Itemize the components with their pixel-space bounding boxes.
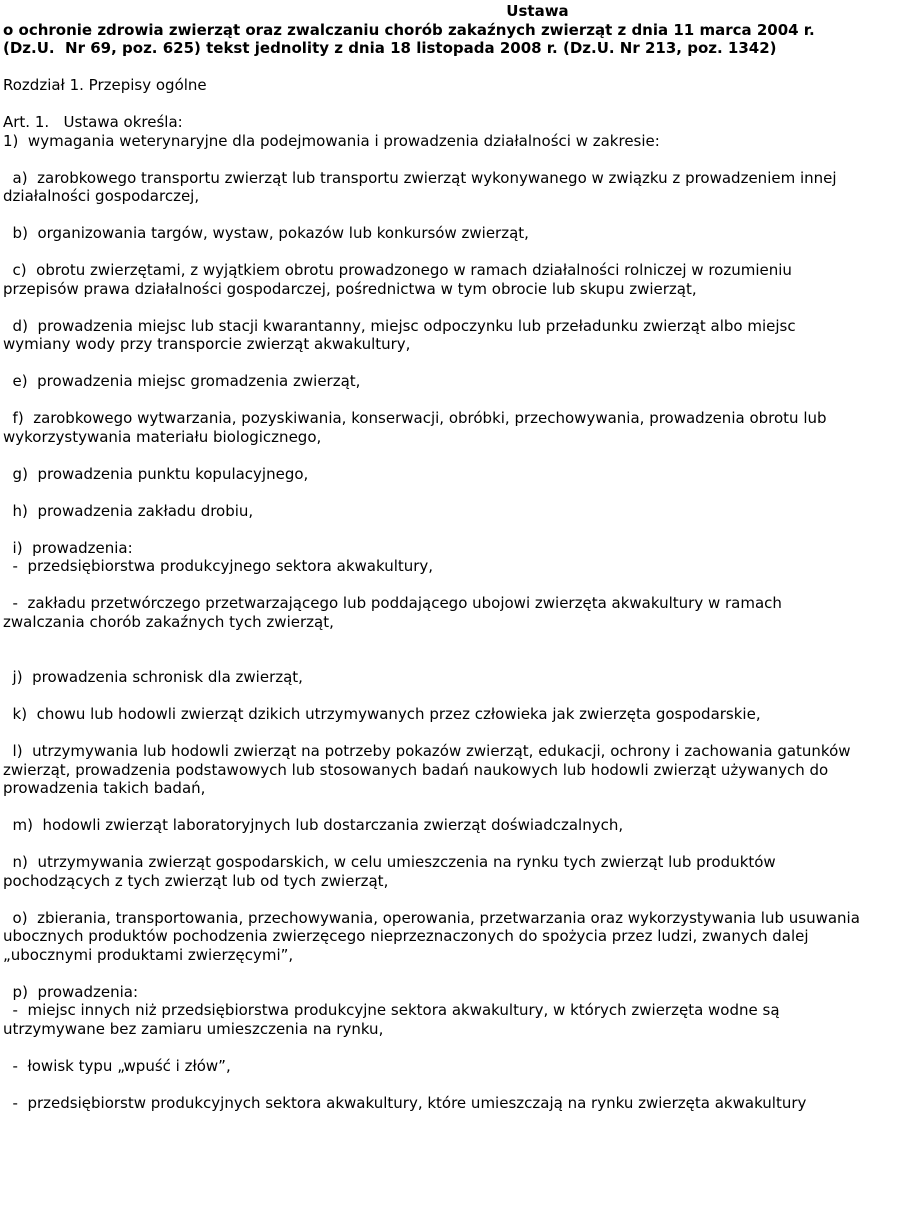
item-j-line-1: j) prowadzenia schronisk dla zwierząt, — [3, 668, 303, 686]
document-title: Ustawa — [506, 2, 569, 20]
item-p3-line-1: - przedsiębiorstw produkcyjnych sektora akwakultury, które umieszczają na rynku zwierzęta akwakultury — [3, 1093, 807, 1112]
item-c-line-2: przepisów prawa działalności gospodarczej, pośrednictwa w tym obrocie lub skupu zwierząt, — [3, 279, 697, 298]
item-i2-line-2: zwalczania chorób zakaźnych tych zwierząt, — [3, 612, 334, 631]
item-b-line-1: b) organizowania targów, wystaw, pokazów lub konkursów zwierząt, — [3, 224, 529, 242]
act-citation-line: (Dz.U. Nr 69, poz. 625) tekst jednolity z dnia 18 listopada 2008 r. (Dz.U. Nr 213, poz. 1342) — [3, 39, 777, 57]
item-a-line-1: a) zarobkowego transportu zwierząt lub transportu zwierząt wykonywanego w związku z prowadzeniem innej — [3, 168, 837, 187]
item-i2-line-1: - zakładu przetwórczego przetwarzającego lub poddającego ubojowi zwierzęta akwakultury w ramach — [3, 594, 782, 612]
item-h-line-1: h) prowadzenia zakładu drobiu, — [3, 501, 254, 520]
act-title-line: o ochronie zdrowia zwierząt oraz zwalczaniu chorób zakaźnych zwierząt z dnia 11 marca 2004 r. — [3, 20, 815, 39]
point-1: 1) wymagania weterynaryjne dla podejmowania i prowadzenia działalności w zakresie: — [3, 131, 660, 150]
item-d-line-2: wymiany wody przy transporcie zwierząt akwakultury, — [3, 335, 411, 353]
item-p-line-3: utrzymywane bez zamiaru umieszczenia na rynku, — [3, 1019, 384, 1038]
item-n-line-2: pochodzących z tych zwierząt lub od tych zwierząt, — [3, 871, 389, 890]
item-l-line-3: prowadzenia takich badań, — [3, 779, 206, 797]
article-heading: Art. 1. Ustawa określa: — [3, 113, 183, 131]
item-d-line-1: d) prowadzenia miejsc lub stacji kwarantanny, miejsc odpoczynku lub przeładunku zwierząt albo miejsc — [3, 316, 796, 335]
item-p-line-2: - miejsc innych niż przedsiębiorstwa produkcyjne sektora akwakultury, w których zwierzęta wodne są — [3, 1001, 780, 1019]
document-page — [3, 2, 917, 1112]
item-f-line-2: wykorzystywania materiału biologicznego, — [3, 427, 322, 446]
item-i-line-2: - przedsiębiorstwa produkcyjnego sektora akwakultury, — [3, 557, 434, 575]
item-l-line-1: l) utrzymywania lub hodowli zwierząt na potrzeby pokazów zwierząt, edukacji, ochrony i zachowania gatunków — [3, 742, 851, 760]
item-o-line-2: ubocznych produktów pochodzenia zwierzęcego nieprzeznaczonych do spożycia przez ludzi, zwanych dalej — [3, 927, 809, 945]
item-p2-line-1: - łowisk typu „wpuść i złów”, — [3, 1056, 231, 1075]
item-f-line-1: f) zarobkowego wytwarzania, pozyskiwania, konserwacji, obróbki, przechowywania, prowadzenia obrotu lub — [3, 409, 827, 427]
item-a-line-2: działalności gospodarczej, — [3, 187, 200, 205]
item-c-line-1: c) obrotu zwierzętami, z wyjątkiem obrotu prowadzonego w ramach działalności rolniczej w rozumieniu — [3, 261, 792, 279]
item-g-line-1: g) prowadzenia punktu kopulacyjnego, — [3, 464, 309, 483]
chapter-heading: Rozdział 1. Przepisy ogólne — [3, 76, 207, 94]
item-n-line-1: n) utrzymywania zwierząt gospodarskich, w celu umieszczenia na rynku tych zwierząt lub produktów — [3, 853, 776, 871]
item-m-line-1: m) hodowli zwierząt laboratoryjnych lub dostarczania zwierząt doświadczalnych, — [3, 816, 624, 834]
item-p-line-1: p) prowadzenia: — [3, 982, 138, 1001]
item-i-line-1: i) prowadzenia: — [3, 538, 133, 557]
item-o-line-3: „ubocznymi produktami zwierzęcymi”, — [3, 945, 294, 964]
item-l-line-2: zwierząt, prowadzenia podstawowych lub stosowanych badań naukowych lub hodowli zwierząt używanych do — [3, 760, 829, 779]
item-k-line-1: k) chowu lub hodowli zwierząt dzikich utrzymywanych przez człowieka jak zwierzęta gospodarskie, — [3, 705, 761, 723]
item-e-line-1: e) prowadzenia miejsc gromadzenia zwierząt, — [3, 372, 361, 390]
item-o-line-1: o) zbierania, transportowania, przechowywania, operowania, przetwarzania oraz wykorzystywania lub usuwania — [3, 908, 860, 927]
